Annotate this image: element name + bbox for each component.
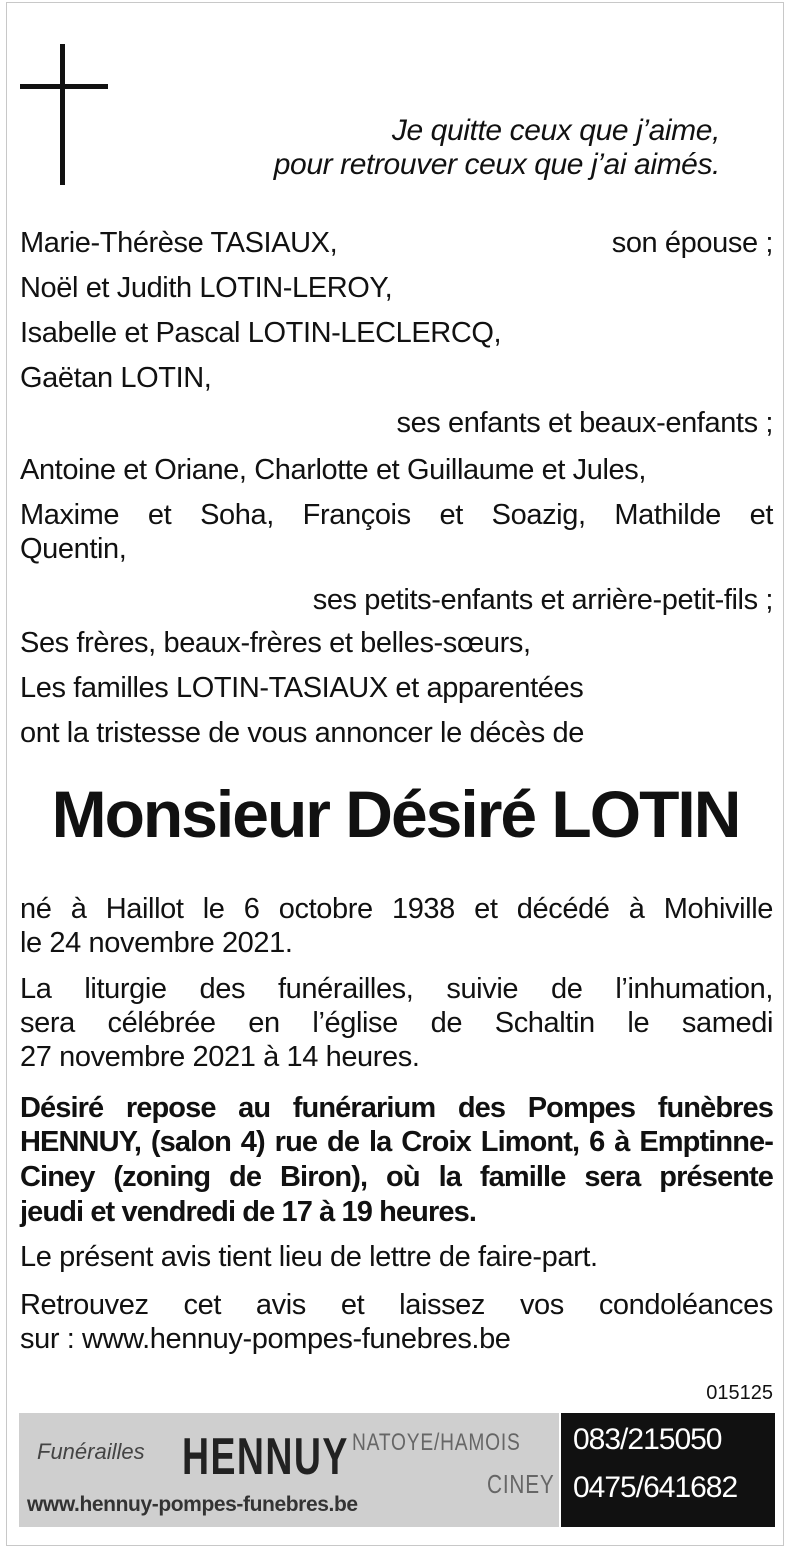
banner-funerailles: Funérailles (37, 1439, 145, 1464)
repose-4: jeudi et vendredi de 17 à 19 heures. (20, 1196, 476, 1228)
cross-icon-bar (20, 84, 108, 89)
repose-2: HENNUY, (salon 4) rue de la Croix Limont, 6 à Emptinne- (20, 1126, 773, 1158)
banner-brand-logo: HENNUY (182, 1428, 349, 1486)
cross-icon (60, 44, 65, 185)
reference-number: 015125 (706, 1382, 773, 1404)
grandchildren-1: Antoine et Oriane, Charlotte et Guillaume et Jules, (20, 454, 646, 486)
birth-death-2: le 24 novembre 2021. (20, 927, 293, 959)
child-2: Isabelle et Pascal LOTIN-LECLERCQ, (20, 317, 502, 349)
announcement: ont la tristesse de vous annoncer le décès de (20, 717, 584, 749)
banner-url-link[interactable]: www.hennuy-pompes-funebres.be (27, 1493, 358, 1516)
deceased-name: Monsieur Désiré LOTIN (51, 777, 740, 851)
grandchildren-2: Maxime et Soha, François et Soazig, Mathilde et (20, 499, 773, 531)
spouse-name: Marie-Thérèse TASIAUX, (20, 227, 338, 259)
families: Les familles LOTIN-TASIAUX et apparentées (20, 672, 584, 704)
condolences-2: sur : www.hennuy-pompes-funebres.be (20, 1323, 511, 1355)
liturgy-2: sera célébrée en l’église de Schaltin le samedi (20, 1007, 773, 1039)
banner-towns-1: NATOYE/HAMOIS (352, 1429, 521, 1456)
phone-2: 0475/641682 (573, 1471, 738, 1504)
grandchildren-3: Quentin, (20, 533, 127, 565)
repose-1: Désiré repose au funérarium des Pompes funèbres (20, 1092, 773, 1124)
condolences-1: Retrouvez cet avis et laissez vos condoléances (20, 1289, 773, 1321)
phone-1: 083/215050 (573, 1423, 722, 1456)
phone-panel (561, 1413, 775, 1527)
epigraph-line-2: pour retrouver ceux que j’ai aimés. (273, 148, 720, 181)
liturgy-3: 27 novembre 2021 à 14 heures. (20, 1041, 420, 1073)
children-role: ses enfants et beaux-enfants ; (396, 407, 773, 439)
siblings: Ses frères, beaux-frères et belles-sœurs, (20, 627, 531, 659)
child-1: Noël et Judith LOTIN-LEROY, (20, 272, 393, 304)
liturgy-1: La liturgie des funérailles, suivie de l’inhumation, (20, 973, 773, 1005)
child-3: Gaëtan LOTIN, (20, 362, 212, 394)
notice-text: Le présent avis tient lieu de lettre de faire-part. (20, 1241, 598, 1273)
repose-3: Ciney (zoning de Biron), où la famille sera présente (20, 1161, 773, 1193)
funeral-home-banner (19, 1413, 559, 1527)
epigraph-line-1: Je quitte ceux que j’aime, (391, 114, 720, 147)
grandchildren-role: ses petits-enfants et arrière-petit-fils ; (312, 584, 773, 616)
spouse-role: son épouse ; (611, 227, 773, 259)
birth-death-1: né à Haillot le 6 octobre 1938 et décédé à Mohiville (20, 893, 773, 925)
banner-towns-2: CINEY (487, 1469, 555, 1499)
